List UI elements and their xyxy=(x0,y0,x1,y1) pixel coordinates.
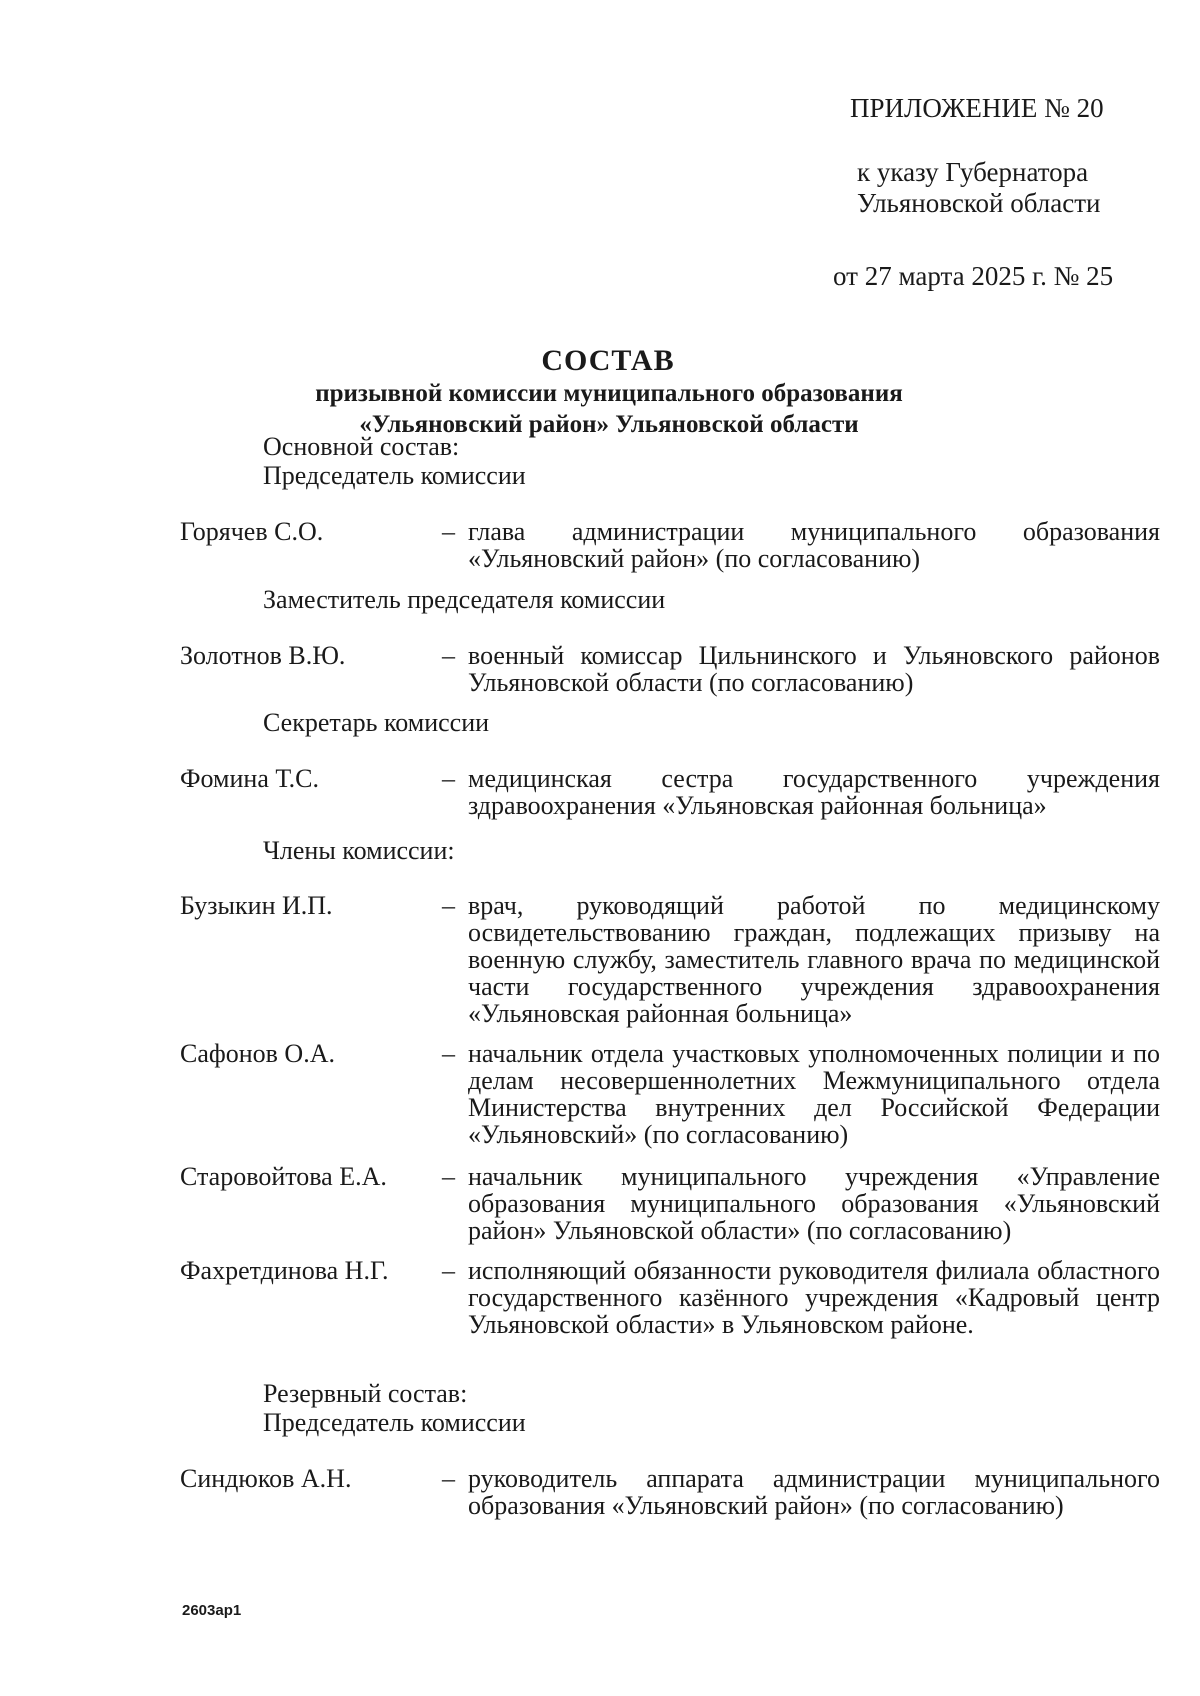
member-entry xyxy=(180,1163,1160,1244)
appendix-number: ПРИЛОЖЕНИЕ № 20 xyxy=(850,93,1104,123)
reserve-chairman-heading: Председатель комиссии xyxy=(263,1408,526,1437)
dash-separator: – xyxy=(442,764,455,793)
member-name: Бузыкин И.П. xyxy=(180,891,333,920)
secretary-heading: Секретарь комиссии xyxy=(263,708,490,737)
dash-separator: – xyxy=(442,1162,455,1191)
member-role: врач, руководящий работой по медицинскому освидетельствованию граждан, подлежащих призыву на военную службу, заместитель главного врача по медицинской части государственного учреждения здравоохранения «Ульяновская районная больница» xyxy=(468,891,1160,1028)
dash-separator: – xyxy=(442,517,455,546)
member-role: руководитель аппарата администрации муниципального образования «Ульяновский район» (по согласованию) xyxy=(468,1464,1160,1520)
member-role: исполняющий обязанности руководителя филиала областного государственного казённого учреждения «Кадровый центр Ульяновской области» в Ульяновском районе. xyxy=(468,1256,1160,1339)
title-line-1: призывной комиссии муниципального образования xyxy=(315,380,903,407)
dash-separator: – xyxy=(442,891,455,920)
member-name: Золотнов В.Ю. xyxy=(180,641,346,670)
member-name: Фахретдинова Н.Г. xyxy=(180,1256,389,1285)
deputy-heading: Заместитель председателя комиссии xyxy=(263,585,666,614)
title-main: СОСТАВ xyxy=(541,344,675,377)
decree-reference xyxy=(857,157,1101,219)
reserve-composition-heading: Резервный состав: xyxy=(263,1379,468,1408)
member-name: Синдюков А.Н. xyxy=(180,1464,352,1493)
decree-reference-line1: к указу Губернатора xyxy=(857,157,1089,187)
member-name: Фомина Т.С. xyxy=(180,764,319,793)
member-entry xyxy=(180,1040,1160,1148)
member-entry xyxy=(180,892,1160,1027)
dash-separator: – xyxy=(442,1039,455,1068)
member-entry-secretary xyxy=(180,765,1160,819)
member-entry xyxy=(180,1257,1160,1338)
member-role: начальник муниципального учреждения «Управление образования муниципального образования «Ульяновский район» Ульяновской области» (по согласованию) xyxy=(468,1162,1160,1245)
document-code: 2603ap1 xyxy=(182,1602,242,1619)
member-entry-deputy xyxy=(180,642,1160,696)
title-line-2: «Ульяновский район» Ульяновской области xyxy=(359,411,859,438)
dash-separator: – xyxy=(442,641,455,670)
member-role: глава администрации муниципального образования «Ульяновский район» (по согласованию) xyxy=(468,517,1160,573)
main-chairman-heading: Председатель комиссии xyxy=(263,461,526,490)
decree-date-number: от 27 марта 2025 г. № 25 xyxy=(833,261,1114,291)
dash-separator: – xyxy=(442,1464,455,1493)
member-entry-reserve-chairman xyxy=(180,1465,1160,1519)
member-name: Сафонов О.А. xyxy=(180,1039,335,1068)
document-title xyxy=(0,344,1200,440)
member-name: Горячев С.О. xyxy=(180,517,324,546)
member-entry-chairman xyxy=(180,518,1160,572)
member-role: начальник отдела участковых уполномоченных полиции и по делам несовершеннолетних Межмуниципального отдела Министерства внутренних дел Российской Федерации «Ульяновский» (по согласованию) xyxy=(468,1039,1160,1149)
member-name: Старовойтова Е.А. xyxy=(180,1162,387,1191)
decree-reference-line2: Ульяновской области xyxy=(857,188,1101,218)
members-heading: Члены комиссии: xyxy=(263,836,455,865)
dash-separator: – xyxy=(442,1256,455,1285)
main-composition-heading: Основной состав: xyxy=(263,432,460,461)
member-role: военный комиссар Цильнинского и Ульяновского районов Ульяновской области (по согласованию) xyxy=(468,641,1160,697)
member-role: медицинская сестра государственного учреждения здравоохранения «Ульяновская районная больница» xyxy=(468,764,1160,820)
